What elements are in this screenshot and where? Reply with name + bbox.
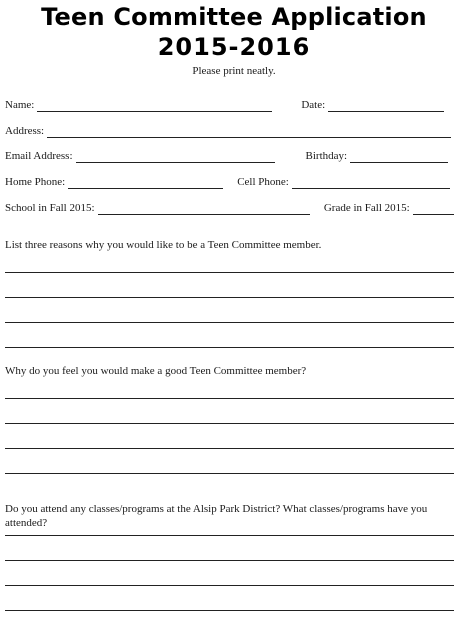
answer-2-line-2[interactable] <box>5 423 454 424</box>
date-label: Date: <box>301 99 326 111</box>
birthday-label: Birthday: <box>305 150 348 162</box>
address-row <box>5 122 454 138</box>
form-year: 2015-2016 <box>157 33 311 61</box>
address-field[interactable] <box>47 125 451 138</box>
form-title: Teen Committee Application <box>41 3 427 31</box>
question-3-line-1: Do you attend any classes/programs at the Alsip Park District? What classes/programs have you <box>5 503 428 515</box>
answer-2-line-3[interactable] <box>5 448 454 449</box>
answer-1-line-1[interactable] <box>5 272 454 273</box>
answer-3-line-4[interactable] <box>5 610 454 611</box>
school-label: School in Fall 2015: <box>5 202 95 214</box>
home-phone-label: Home Phone: <box>5 176 66 188</box>
answer-2-line-4[interactable] <box>5 473 454 474</box>
question-3 <box>5 502 454 530</box>
answer-1-line-2[interactable] <box>5 297 454 298</box>
school-field[interactable] <box>98 202 310 215</box>
grade-label: Grade in Fall 2015: <box>323 202 410 214</box>
email-label: Email Address: <box>5 150 73 162</box>
question-1: List three reasons why you would like to be a Teen Committee member. <box>5 239 322 251</box>
date-field[interactable] <box>328 99 444 112</box>
answer-3-line-2[interactable] <box>5 560 454 561</box>
question-3-line-2: attended? <box>5 517 48 529</box>
phone-row <box>5 173 454 189</box>
email-field[interactable] <box>76 150 275 163</box>
cell-phone-label: Cell Phone: <box>237 176 289 188</box>
answer-1-line-3[interactable] <box>5 322 454 323</box>
answer-1-line-4[interactable] <box>5 347 454 348</box>
answer-3-line-1[interactable] <box>5 535 454 536</box>
address-label: Address: <box>5 125 45 137</box>
name-field[interactable] <box>37 99 272 112</box>
question-2: Why do you feel you would make a good Teen Committee member? <box>5 365 307 377</box>
answer-3-line-3[interactable] <box>5 585 454 586</box>
home-phone-field[interactable] <box>68 176 223 189</box>
name-label: Name: <box>5 99 35 111</box>
email-birthday-row <box>5 147 454 163</box>
name-date-row <box>5 96 454 112</box>
cell-phone-field[interactable] <box>292 176 450 189</box>
school-grade-row <box>5 199 454 215</box>
grade-field[interactable] <box>413 202 454 215</box>
answer-2-line-1[interactable] <box>5 398 454 399</box>
print-instruction: Please print neatly. <box>192 65 276 77</box>
birthday-field[interactable] <box>350 150 448 163</box>
